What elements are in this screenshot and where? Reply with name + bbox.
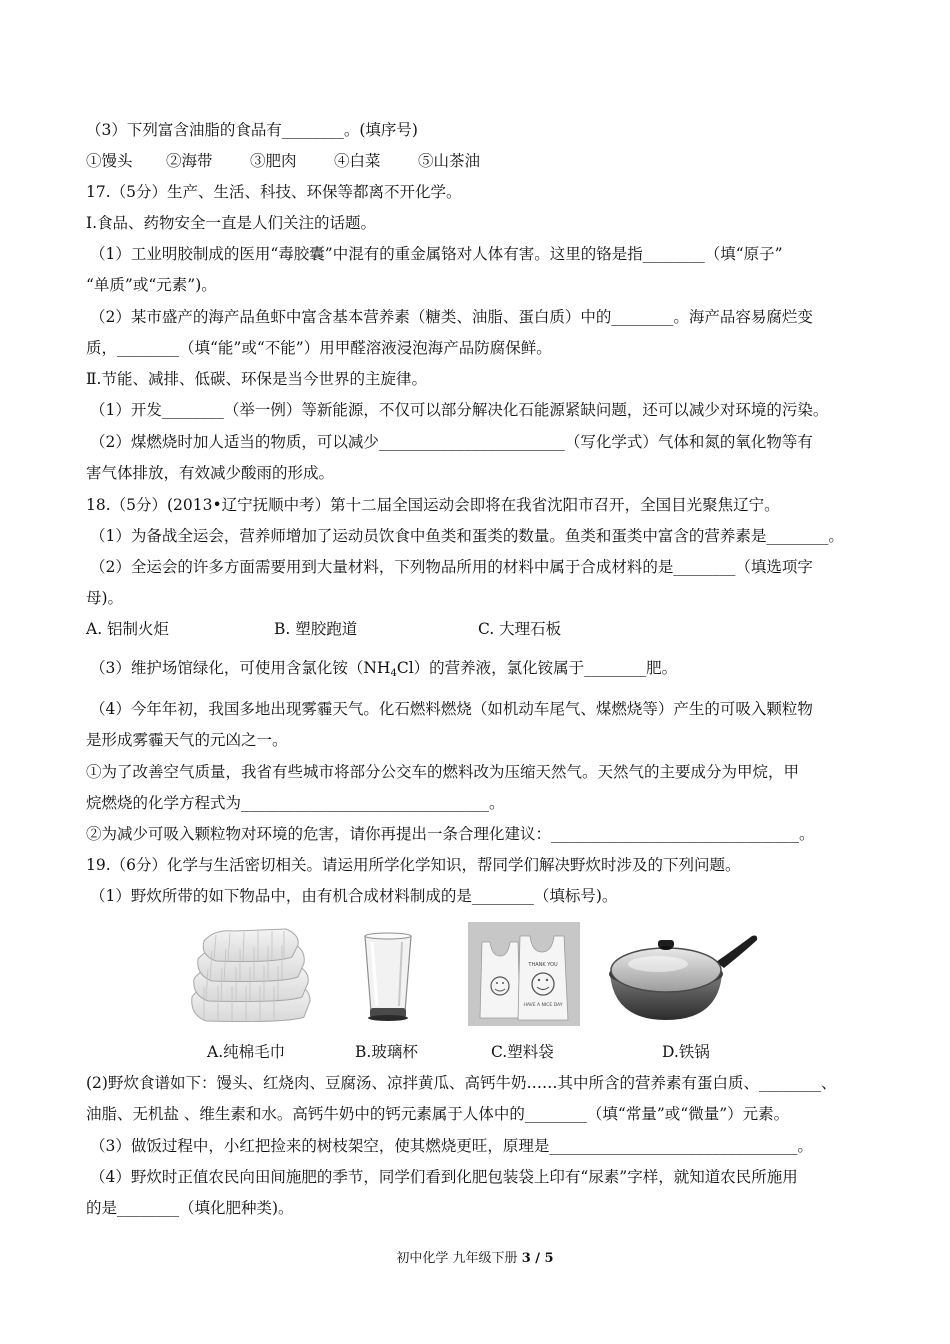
q19-part2-line2: 油脂、无机盐 、维生素和水。高钙牛奶中的钙元素属于人体中的________（填“常量”或“微量”）元素。 bbox=[86, 1105, 790, 1123]
q18-option-b: B. 塑胶跑道 bbox=[274, 620, 358, 638]
q19-part4-line2: 的是________（填化肥种类)。 bbox=[86, 1199, 294, 1217]
q16-option-1: ①馒头 bbox=[86, 152, 133, 170]
q18-option-c: C. 大理石板 bbox=[478, 620, 562, 638]
q18-part4-item1-line2: 烷燃烧的化学方程式为________________________________。 bbox=[86, 794, 505, 812]
q17-s1-part2-line1: （2）某市盛产的海产品鱼虾中富含基本营养素（糖类、油脂、蛋白质）中的________。海产品容易腐烂变 bbox=[90, 308, 813, 326]
q18-part3 bbox=[90, 657, 677, 685]
picture-caption-b: B.玻璃杯 bbox=[355, 1043, 418, 1061]
towel-image bbox=[186, 925, 314, 1025]
q17-s1-part2-line2: 质，________（填“能”或“不能”）用甲醛溶液浸泡海产品防腐保鲜。 bbox=[86, 339, 552, 357]
footer-text: 初中化学 九年级下册 bbox=[396, 1251, 522, 1266]
page-number: 3 / 5 bbox=[521, 1251, 554, 1266]
q17-s1-part1-line1: （1）工业明胶制成的医用“毒胶囊”中混有的重金属铬对人体有害。这里的铬是指________（填“原子” bbox=[90, 245, 783, 263]
q16-option-5: ⑤山茶油 bbox=[418, 152, 481, 170]
q18-part4-item2: ②为减少可吸入颗粒物对环境的危害，请你再提出一条合理化建议：________________________________。 bbox=[86, 825, 815, 843]
page-footer bbox=[0, 1247, 950, 1266]
q17-heading: 17.（5分）生产、生活、科技、环保等都离不开化学。 bbox=[86, 183, 462, 201]
q17-section-1: Ⅰ.食品、药物安全一直是人们关注的话题。 bbox=[86, 214, 377, 232]
iron-wok-image bbox=[604, 928, 760, 1026]
q18-part3-subscript: 4 bbox=[390, 668, 397, 679]
q17-s2-part2-line2: 害气体排放，有效减少酸雨的形成。 bbox=[86, 464, 335, 482]
q16-options bbox=[86, 150, 480, 172]
q18-part4-line1: （4）今年年初，我国多地出现雾霾天气。化石燃料燃烧（如机动车尾气、煤燃烧等）产生的可吸入颗粒物 bbox=[90, 700, 813, 718]
q18-part4-item1-line1: ①为了改善空气质量，我省有些城市将部分公交车的燃料改为压缩天然气。天然气的主要成分为甲烷，甲 bbox=[86, 763, 800, 781]
q17-s1-part1-line2: “单质”或“元素”)。 bbox=[86, 276, 217, 294]
q19-part2-line1: (2)野炊食谱如下：馒头、红烧肉、豆腐汤、凉拌黄瓜、高钙牛奶……其中所含的营养素有蛋白质、________、 bbox=[86, 1074, 837, 1092]
q18-heading: 18.（5分）(2013•辽宁抚顺中考）第十二届全国运动会即将在我省沈阳市召开，全国目光聚焦辽宁。 bbox=[86, 496, 780, 514]
q19-part1: （1）野炊所带的如下物品中，由有机合成材料制成的是________（填标号)。 bbox=[90, 887, 618, 905]
q19-part3: （3）做饭过程中，小红把捡来的树枝架空，使其燃烧更旺，原理是________________________________。 bbox=[90, 1137, 813, 1155]
q17-s2-part1: （1）开发________（举一例）等新能源，不仅可以部分解决化石能源紧缺问题，还可以减少对环境的污染。 bbox=[90, 401, 829, 419]
q19-part4-line1: （4）野炊时正值农民向田间施肥的季节，同学们看到化肥包装袋上印有“尿素”字样，就知道农民所施用 bbox=[90, 1168, 798, 1186]
q17-section-2: Ⅱ.节能、减排、低碳、环保是当今世界的主旋律。 bbox=[86, 370, 427, 388]
q16-option-4: ④白菜 bbox=[334, 152, 381, 170]
plastic-bag-image bbox=[468, 922, 580, 1026]
picture-caption-a: A.纯棉毛巾 bbox=[207, 1043, 286, 1061]
glass-cup-image bbox=[360, 932, 416, 1024]
q18-part3-text-a: （3）维护场馆绿化，可使用含氯化铵（NH bbox=[90, 659, 391, 677]
q17-s2-part2-line1: （2）煤燃烧时加人适当的物质，可以减少________________________（写化学式）气体和氮的氧化物等有 bbox=[90, 433, 813, 451]
bag-print-bottom: HAVE A NICE DAY bbox=[523, 1003, 563, 1008]
picture-caption-d: D.铁锅 bbox=[662, 1043, 710, 1061]
q18-part1: （1）为备战全运会，营养师增加了运动员饮食中鱼类和蛋类的数量。鱼类和蛋类中富含的营养素是________。 bbox=[90, 527, 844, 545]
q16-option-3: ③肥肉 bbox=[250, 152, 297, 170]
q18-part2-line1: （2）全运会的许多方面需要用到大量材料，下列物品所用的材料中属于合成材料的是________（填选项字 bbox=[90, 558, 813, 576]
q19-heading: 19.（6分）化学与生活密切相关。请运用所学化学知识，帮同学们解决野炊时涉及的下列问题。 bbox=[86, 856, 741, 874]
q18-option-a: A. 铝制火炬 bbox=[86, 620, 170, 638]
q18-part2-line2: 母)。 bbox=[86, 589, 124, 607]
q16-part3: （3）下列富含油脂的食品有________。(填序号) bbox=[86, 121, 418, 139]
bag-print-top: THANK YOU bbox=[528, 962, 558, 968]
q18-part3-text-b: Cl）的营养液，氯化铵属于________肥。 bbox=[396, 659, 678, 677]
q18-options bbox=[86, 618, 561, 640]
q18-part4-line2: 是形成雾霾天气的元凶之一。 bbox=[86, 731, 288, 749]
picture-caption-c: C.塑料袋 bbox=[491, 1043, 554, 1061]
q16-option-2: ②海带 bbox=[166, 152, 213, 170]
